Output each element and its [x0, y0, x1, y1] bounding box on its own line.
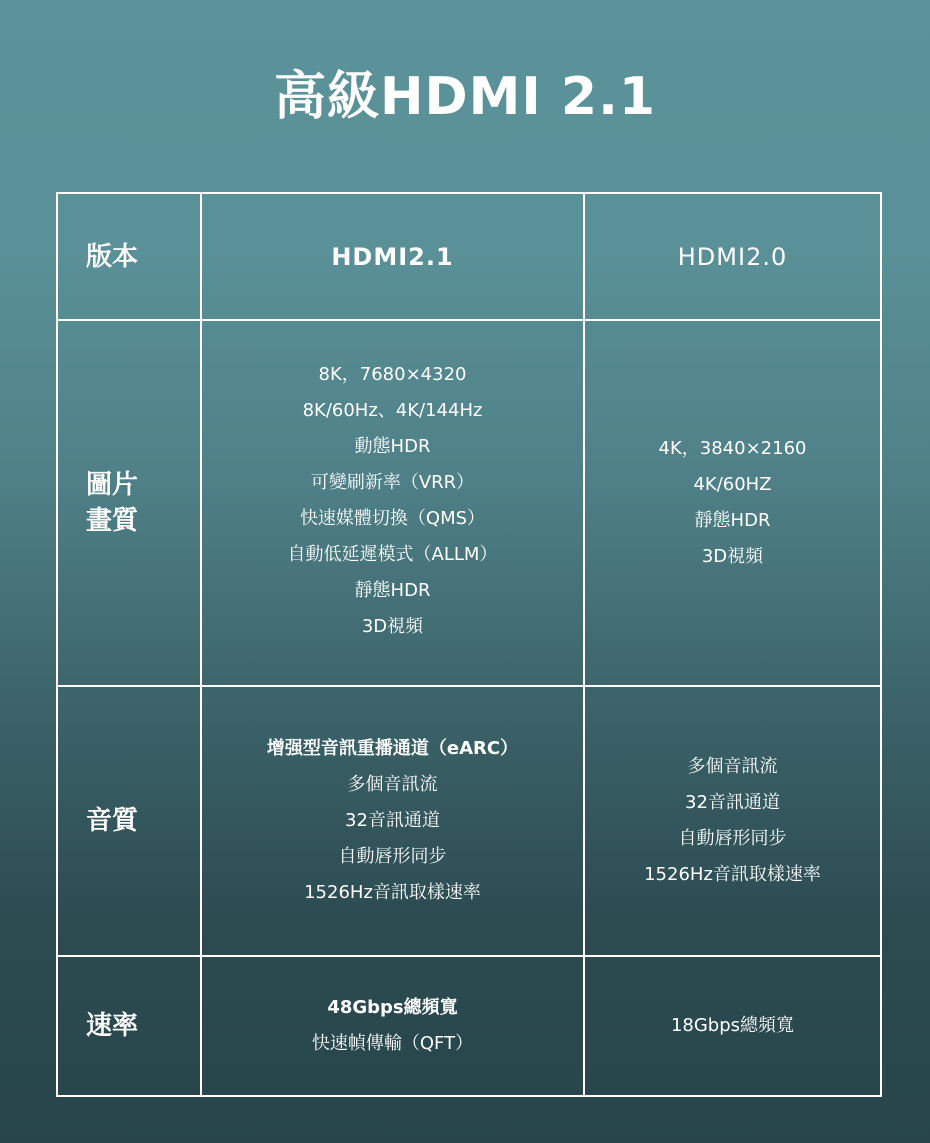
feature-line: 多個音訊流: [347, 774, 438, 795]
feature-line: 48Gbps總頻寬: [327, 997, 458, 1018]
feature-line: 1526Hz音訊取樣速率: [644, 864, 821, 885]
hdmi21-audio-cell: [202, 687, 583, 955]
feature-line: 可變刷新率（VRR）: [310, 472, 475, 493]
row-label-version: [58, 194, 202, 319]
page-title: 高級HDMI 2.1: [274, 67, 656, 127]
feature-line: 18Gbps總頻寬: [670, 1015, 795, 1036]
feature-line: 4K/60HZ: [693, 474, 772, 495]
hdmi21-speed-cell: [202, 957, 583, 1095]
header-hdmi20: [585, 194, 880, 319]
hdmi21-picture-cell: [202, 321, 583, 685]
feature-line: 自動低延遲模式（ALLM）: [287, 544, 498, 565]
feature-line: 3D視頻: [361, 616, 424, 637]
row-label-text: 音質: [86, 806, 139, 836]
row-label-text: 速率: [86, 1011, 139, 1041]
row-label-picture-quality: [58, 321, 202, 685]
feature-line: 多個音訊流: [687, 756, 778, 777]
feature-line: 8K/60Hz、4K/144Hz: [302, 400, 483, 421]
row-label-audio: [58, 687, 202, 955]
row-label-text: 版本: [86, 241, 139, 272]
hdmi20-speed-cell: [585, 957, 880, 1095]
feature-line: 1526Hz音訊取樣速率: [304, 882, 481, 903]
feature-line: 8K，7680×4320: [318, 364, 467, 385]
feature-line: 靜態HDR: [354, 580, 431, 601]
feature-line: 32音訊通道: [685, 792, 780, 813]
hdmi20-audio-cell: [585, 687, 880, 955]
feature-line: 增强型音訊重播通道（eARC）: [266, 738, 519, 759]
feature-line: 快速媒體切換（QMS）: [299, 508, 486, 529]
feature-line: 快速幀傳輸（QFT）: [311, 1033, 474, 1054]
header-hdmi21: [202, 194, 583, 319]
feature-line: 32音訊通道: [345, 810, 440, 831]
comparison-table: [56, 192, 882, 1097]
feature-line: 自動唇形同步: [678, 828, 787, 849]
feature-line: 3D視頻: [701, 546, 764, 567]
hdmi20-picture-cell: [585, 321, 880, 685]
column-title-hdmi20: HDMI2.0: [677, 242, 788, 271]
feature-line: 4K，3840×2160: [658, 438, 807, 459]
row-label-speed: [58, 957, 202, 1095]
row-label-text: 畫質: [86, 506, 139, 536]
feature-line: 靜態HDR: [694, 510, 771, 531]
row-label-text: 圖片: [86, 470, 139, 500]
feature-line: 自動唇形同步: [338, 846, 447, 867]
feature-line: 動態HDR: [354, 436, 431, 457]
column-title-hdmi21: HDMI2.1: [331, 242, 454, 271]
